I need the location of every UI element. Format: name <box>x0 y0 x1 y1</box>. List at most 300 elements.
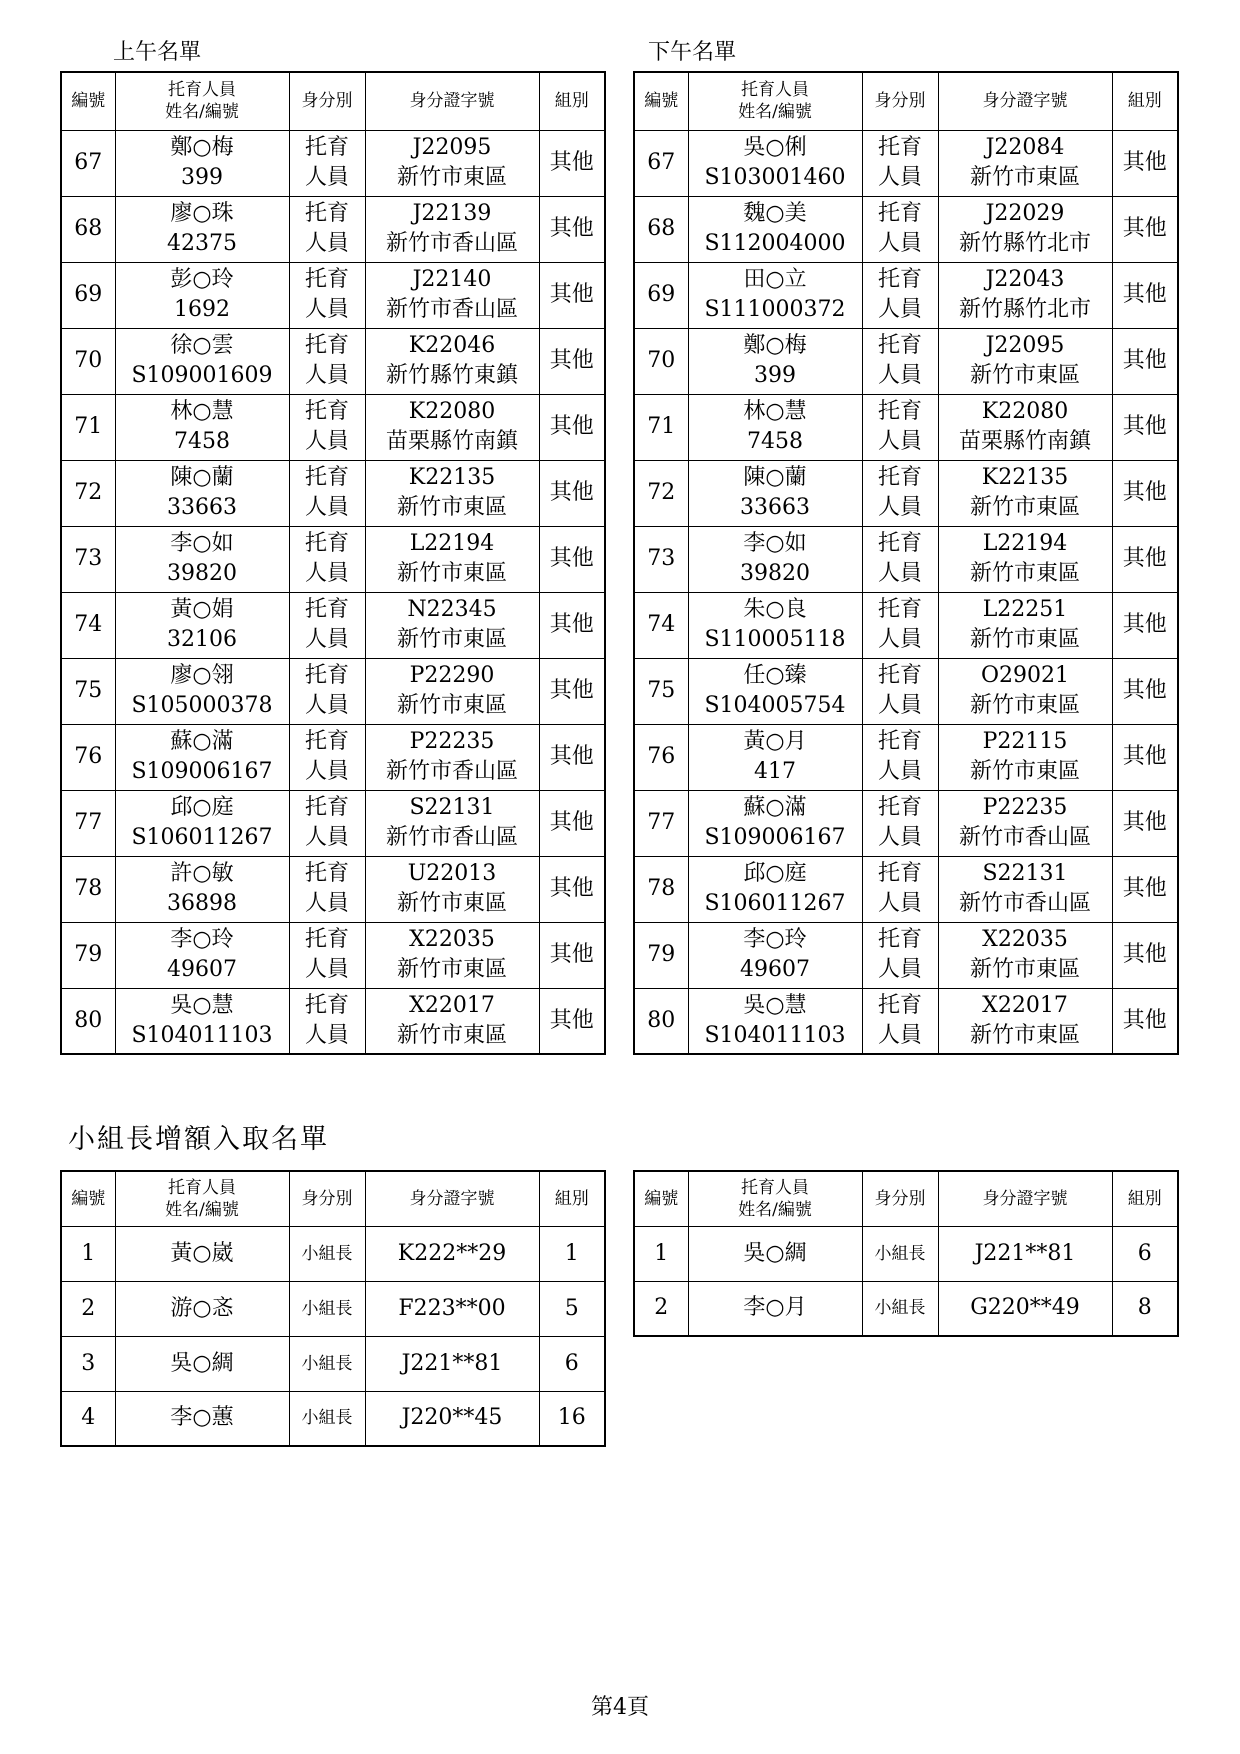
header-group <box>1112 1171 1178 1226</box>
group <box>539 526 605 592</box>
group-text: 6 <box>564 1350 579 1376</box>
row-number-text: 75 <box>647 678 676 703</box>
id-number-text: L22194 <box>982 531 1068 556</box>
id-number-text: K22080 <box>408 399 496 424</box>
row-number-text: 67 <box>647 150 676 175</box>
caregiver-code: 39820 <box>167 561 237 586</box>
id-number <box>365 988 539 1054</box>
caregiver-name-text: 陳○蘭 <box>743 465 807 490</box>
caregiver-code: S104005754 <box>704 693 846 718</box>
identity-type-line2: 人員 <box>877 693 922 718</box>
identity-type-line2: 人員 <box>877 1022 922 1048</box>
caregiver-name-text: 李○蕙 <box>170 1405 234 1431</box>
identity-type-line2: 人員 <box>877 759 922 784</box>
header-label: 托育人員 <box>168 80 236 101</box>
id-number <box>365 922 539 988</box>
group <box>539 592 605 658</box>
identity-type <box>289 460 365 526</box>
header-id <box>365 1171 539 1226</box>
header-role <box>289 1171 365 1226</box>
area-text: 新竹市東區 <box>969 165 1080 190</box>
table-row <box>61 1226 605 1281</box>
caregiver-name-text: 邱○庭 <box>170 795 234 820</box>
identity-type <box>289 394 365 460</box>
id-number-text: J22139 <box>412 201 492 226</box>
id-number-text: J22043 <box>985 267 1065 292</box>
id-number <box>938 328 1112 394</box>
row-number-text: 2 <box>81 1295 96 1321</box>
row-number-text: 71 <box>647 414 676 439</box>
area-text: 新竹市香山區 <box>958 891 1091 916</box>
identity-type <box>862 856 938 922</box>
morning-table <box>60 71 606 1055</box>
caregiver-name <box>115 988 289 1054</box>
caregiver-name-text: 吳○綢 <box>743 1240 807 1266</box>
id-number <box>938 526 1112 592</box>
identity-type <box>862 724 938 790</box>
caregiver-name-text: 吳○俐 <box>743 135 807 160</box>
caregiver-name-text: 李○如 <box>170 531 234 556</box>
identity-type <box>862 988 938 1054</box>
id-number-text: P22290 <box>409 663 495 688</box>
row-number-text: 77 <box>647 810 676 835</box>
identity-type <box>289 1226 365 1281</box>
identity-type-line1: 托育 <box>877 729 922 754</box>
id-number <box>365 196 539 262</box>
leaders-table-left <box>60 1170 606 1447</box>
caregiver-name <box>688 328 862 394</box>
group-text: 其他 <box>549 480 594 505</box>
identity-type <box>862 790 938 856</box>
area-text: 新竹縣竹北市 <box>958 297 1091 322</box>
caregiver-name <box>688 988 862 1054</box>
caregiver-name-text: 徐○雲 <box>170 333 234 358</box>
caregiver-name <box>115 394 289 460</box>
header-label: 身分別 <box>301 1188 353 1209</box>
id-number-text: K22080 <box>981 399 1069 424</box>
caregiver-code: 33663 <box>167 495 237 520</box>
group-text: 其他 <box>549 282 594 307</box>
identity-type-line1: 托育 <box>877 531 922 556</box>
caregiver-name-text: 廖○珠 <box>170 201 234 226</box>
id-number-text: L22194 <box>409 531 495 556</box>
row-number-text: 79 <box>647 942 676 967</box>
group <box>1112 922 1178 988</box>
id-number <box>365 130 539 196</box>
identity-type-line2: 人員 <box>877 627 922 652</box>
group <box>539 724 605 790</box>
caregiver-code: S104011103 <box>131 1022 273 1048</box>
caregiver-code: 399 <box>754 363 796 388</box>
header-label: 組別 <box>554 1188 589 1209</box>
id-number <box>365 592 539 658</box>
table-row <box>634 658 1178 724</box>
area-text: 新竹市東區 <box>396 957 507 982</box>
caregiver-name <box>115 922 289 988</box>
caregiver-name-text: 廖○翎 <box>170 663 234 688</box>
identity-type-line1: 托育 <box>877 861 922 886</box>
identity-type <box>862 658 938 724</box>
group <box>539 922 605 988</box>
row-number-text: 80 <box>74 1007 103 1033</box>
header-id <box>365 72 539 130</box>
caregiver-name <box>688 658 862 724</box>
identity-type-line1: 托育 <box>877 465 922 490</box>
row-number-text: 70 <box>647 348 676 373</box>
area-text: 新竹市東區 <box>396 693 507 718</box>
group <box>1112 856 1178 922</box>
caregiver-name <box>688 196 862 262</box>
identity-type-line2: 人員 <box>877 891 922 916</box>
identity-type <box>289 1281 365 1336</box>
id-number-text: J221**81 <box>401 1350 503 1376</box>
caregiver-name <box>115 1226 289 1281</box>
caregiver-code: 49607 <box>740 957 810 982</box>
group-text: 其他 <box>1122 414 1167 439</box>
header-label: 身分證字號 <box>982 1188 1068 1209</box>
row-number <box>61 922 115 988</box>
identity-type-line2: 人員 <box>304 363 349 388</box>
group <box>1112 328 1178 394</box>
group <box>539 460 605 526</box>
caregiver-code: 1692 <box>174 297 230 322</box>
caregiver-name-text: 李○月 <box>743 1295 807 1321</box>
caregiver-name <box>115 526 289 592</box>
header-id <box>938 72 1112 130</box>
identity-type <box>862 328 938 394</box>
caregiver-name <box>115 724 289 790</box>
group-text: 1 <box>564 1240 579 1266</box>
caregiver-name-text: 魏○美 <box>743 201 807 226</box>
identity-type-line1: 托育 <box>877 795 922 820</box>
header-label: 組別 <box>1127 91 1162 112</box>
group <box>1112 394 1178 460</box>
identity-type <box>862 196 938 262</box>
caregiver-name-text: 黃○崴 <box>170 1240 234 1266</box>
identity-type <box>862 262 938 328</box>
caregiver-name-text: 朱○良 <box>743 597 807 622</box>
identity-type <box>862 1281 938 1336</box>
id-number-text: K22135 <box>408 465 496 490</box>
group-text: 其他 <box>1122 678 1167 703</box>
table-row <box>61 1391 605 1446</box>
id-number <box>938 592 1112 658</box>
header-role <box>289 72 365 130</box>
header-no <box>61 1171 115 1226</box>
caregiver-name-text: 蘇○滿 <box>170 729 234 754</box>
row-number-text: 74 <box>74 612 103 637</box>
afternoon-title: 下午名單 <box>648 40 737 65</box>
row-number <box>61 196 115 262</box>
id-number <box>365 1391 539 1446</box>
identity-type <box>289 592 365 658</box>
group-text: 其他 <box>549 942 594 967</box>
id-number <box>938 394 1112 460</box>
header-label: 組別 <box>1127 1188 1162 1209</box>
group-text: 其他 <box>549 216 594 241</box>
header-no <box>61 72 115 130</box>
caregiver-code: S106011267 <box>131 825 273 850</box>
group <box>539 328 605 394</box>
row-number <box>634 658 688 724</box>
group-text: 其他 <box>1122 612 1167 637</box>
group <box>539 658 605 724</box>
group-text: 其他 <box>549 612 594 637</box>
table-row <box>634 196 1178 262</box>
row-number-text: 68 <box>647 216 676 241</box>
group <box>1112 130 1178 196</box>
row-number-text: 80 <box>647 1007 676 1033</box>
caregiver-name <box>115 1281 289 1336</box>
id-number <box>938 262 1112 328</box>
id-number-text: X22035 <box>409 927 495 952</box>
identity-type-line2: 人員 <box>304 165 349 190</box>
identity-type-line1: 托育 <box>304 992 349 1018</box>
id-number <box>365 790 539 856</box>
table-header-row <box>634 1171 1178 1226</box>
row-number <box>61 1391 115 1446</box>
area-text: 新竹市東區 <box>396 891 507 916</box>
caregiver-name-text: 李○玲 <box>743 927 807 952</box>
group-text: 其他 <box>549 1007 594 1033</box>
identity-type-line2: 人員 <box>304 891 349 916</box>
identity-type-text: 小組長 <box>874 1298 926 1319</box>
table-row <box>61 262 605 328</box>
caregiver-code: 42375 <box>167 231 237 256</box>
table-row <box>61 460 605 526</box>
header-label: 編號 <box>644 91 679 112</box>
header-label: 身分證字號 <box>982 91 1068 112</box>
leaders-table-right <box>633 1170 1179 1337</box>
header-label: 姓名/編號 <box>165 102 239 123</box>
id-number-text: O29021 <box>980 663 1070 688</box>
caregiver-code: S110005118 <box>704 627 846 652</box>
id-number-text: G220**49 <box>970 1295 1080 1321</box>
id-number <box>938 1281 1112 1336</box>
caregiver-name-text: 李○如 <box>743 531 807 556</box>
row-number-text: 69 <box>74 282 103 307</box>
caregiver-name-text: 游○忞 <box>170 1295 234 1321</box>
table-row <box>61 526 605 592</box>
identity-type-line1: 托育 <box>877 135 922 160</box>
table-row <box>634 130 1178 196</box>
row-number <box>634 922 688 988</box>
caregiver-name-text: 邱○庭 <box>743 861 807 886</box>
table-row <box>634 1226 1178 1281</box>
row-number <box>634 526 688 592</box>
area-text: 新竹縣竹北市 <box>958 231 1091 256</box>
table-row <box>61 922 605 988</box>
row-number-text: 67 <box>74 150 103 175</box>
area-text: 新竹市東區 <box>969 561 1080 586</box>
row-number <box>634 856 688 922</box>
identity-type-line2: 人員 <box>304 627 349 652</box>
caregiver-name <box>115 1391 289 1446</box>
row-number-text: 68 <box>74 216 103 241</box>
table-row <box>61 394 605 460</box>
identity-type-line2: 人員 <box>877 957 922 982</box>
header-label: 托育人員 <box>741 1177 809 1198</box>
caregiver-name <box>115 460 289 526</box>
identity-type-line1: 托育 <box>877 267 922 292</box>
row-number <box>61 592 115 658</box>
area-text: 新竹市東區 <box>969 1022 1080 1048</box>
row-number-text: 69 <box>647 282 676 307</box>
group-text: 其他 <box>549 150 594 175</box>
id-number <box>365 658 539 724</box>
group <box>1112 658 1178 724</box>
group <box>1112 1226 1178 1281</box>
page-number: 第4頁 <box>591 1695 649 1720</box>
caregiver-name-text: 蘇○滿 <box>743 795 807 820</box>
header-label: 托育人員 <box>168 1177 236 1198</box>
row-number-text: 76 <box>74 744 103 769</box>
identity-type-line1: 托育 <box>877 927 922 952</box>
caregiver-code: 399 <box>181 165 223 190</box>
group <box>1112 526 1178 592</box>
group <box>539 1281 605 1336</box>
table-row <box>61 790 605 856</box>
caregiver-name-text: 李○玲 <box>170 927 234 952</box>
row-number-text: 73 <box>647 546 676 571</box>
group-text: 16 <box>557 1405 586 1431</box>
id-number-text: S22131 <box>409 795 495 820</box>
row-number <box>61 658 115 724</box>
row-number <box>634 592 688 658</box>
identity-type-line1: 托育 <box>304 795 349 820</box>
area-text: 新竹市東區 <box>396 165 507 190</box>
identity-type <box>289 1391 365 1446</box>
id-number <box>938 856 1112 922</box>
id-number <box>365 460 539 526</box>
table-row <box>634 460 1178 526</box>
identity-type-line2: 人員 <box>877 363 922 388</box>
row-number-text: 70 <box>74 348 103 373</box>
table-row <box>634 724 1178 790</box>
row-number <box>61 790 115 856</box>
id-number-text: K222**29 <box>397 1240 507 1266</box>
table-row <box>61 328 605 394</box>
identity-type-line2: 人員 <box>304 495 349 520</box>
identity-type-text: 小組長 <box>301 1408 353 1429</box>
group <box>539 790 605 856</box>
group <box>539 856 605 922</box>
area-text: 新竹市香山區 <box>385 759 518 784</box>
table-row <box>634 394 1178 460</box>
area-text: 新竹市東區 <box>396 495 507 520</box>
caregiver-name <box>688 526 862 592</box>
identity-type-line2: 人員 <box>304 231 349 256</box>
identity-type <box>289 130 365 196</box>
row-number-text: 77 <box>74 810 103 835</box>
identity-type-line1: 托育 <box>304 135 349 160</box>
identity-type-line2: 人員 <box>877 165 922 190</box>
group <box>539 1226 605 1281</box>
group <box>1112 262 1178 328</box>
identity-type-line2: 人員 <box>304 759 349 784</box>
identity-type-line2: 人員 <box>304 825 349 850</box>
header-role <box>862 72 938 130</box>
caregiver-code: S109006167 <box>131 759 273 784</box>
caregiver-code: 417 <box>754 759 796 784</box>
caregiver-code: 36898 <box>167 891 237 916</box>
table-header-row <box>61 1171 605 1226</box>
identity-type-line1: 托育 <box>304 531 349 556</box>
header-name <box>688 72 862 130</box>
caregiver-name <box>688 460 862 526</box>
id-number <box>365 1336 539 1391</box>
group-text: 其他 <box>1122 810 1167 835</box>
header-name <box>115 1171 289 1226</box>
caregiver-code: 33663 <box>740 495 810 520</box>
identity-type-line1: 托育 <box>304 663 349 688</box>
group-text: 5 <box>564 1295 579 1321</box>
caregiver-name-text: 許○敏 <box>170 861 234 886</box>
caregiver-name <box>115 790 289 856</box>
group-text: 其他 <box>1122 744 1167 769</box>
caregiver-name <box>688 1281 862 1336</box>
row-number <box>634 1281 688 1336</box>
identity-type <box>862 130 938 196</box>
identity-type-line2: 人員 <box>304 429 349 454</box>
caregiver-name-text: 林○慧 <box>170 399 234 424</box>
caregiver-name <box>115 130 289 196</box>
id-number <box>938 922 1112 988</box>
id-number-text: X22017 <box>409 992 495 1018</box>
header-label: 編號 <box>644 1188 679 1209</box>
area-text: 新竹市香山區 <box>958 825 1091 850</box>
id-number-text: X22035 <box>982 927 1068 952</box>
group <box>1112 988 1178 1054</box>
caregiver-code: 7458 <box>174 429 230 454</box>
area-text: 新竹市東區 <box>969 957 1080 982</box>
header-label: 身分別 <box>301 91 353 112</box>
group <box>1112 196 1178 262</box>
id-number-text: U22013 <box>407 861 497 886</box>
identity-type <box>289 262 365 328</box>
row-number <box>61 988 115 1054</box>
id-number-text: P22235 <box>409 729 495 754</box>
identity-type-line2: 人員 <box>877 429 922 454</box>
caregiver-code: S112004000 <box>704 231 846 256</box>
identity-type-line1: 托育 <box>304 399 349 424</box>
caregiver-name <box>115 592 289 658</box>
row-number-text: 75 <box>74 678 103 703</box>
id-number <box>938 196 1112 262</box>
group-text: 8 <box>1137 1295 1152 1321</box>
area-text: 新竹市東區 <box>396 627 507 652</box>
identity-type-line1: 托育 <box>304 861 349 886</box>
caregiver-name <box>688 130 862 196</box>
table-row <box>61 1281 605 1336</box>
row-number <box>61 724 115 790</box>
row-number <box>61 460 115 526</box>
table-header-row <box>61 72 605 130</box>
identity-type <box>289 922 365 988</box>
header-no <box>634 1171 688 1226</box>
area-text: 新竹市東區 <box>396 1022 507 1048</box>
row-number <box>634 790 688 856</box>
caregiver-name <box>115 1336 289 1391</box>
id-number-text: K22135 <box>981 465 1069 490</box>
group-text: 其他 <box>1122 1007 1167 1033</box>
identity-type-line1: 托育 <box>877 992 922 1018</box>
table-row <box>634 856 1178 922</box>
group-text: 其他 <box>1122 480 1167 505</box>
area-text: 新竹市東區 <box>969 363 1080 388</box>
header-label: 身分證字號 <box>409 91 495 112</box>
table-row <box>634 922 1178 988</box>
